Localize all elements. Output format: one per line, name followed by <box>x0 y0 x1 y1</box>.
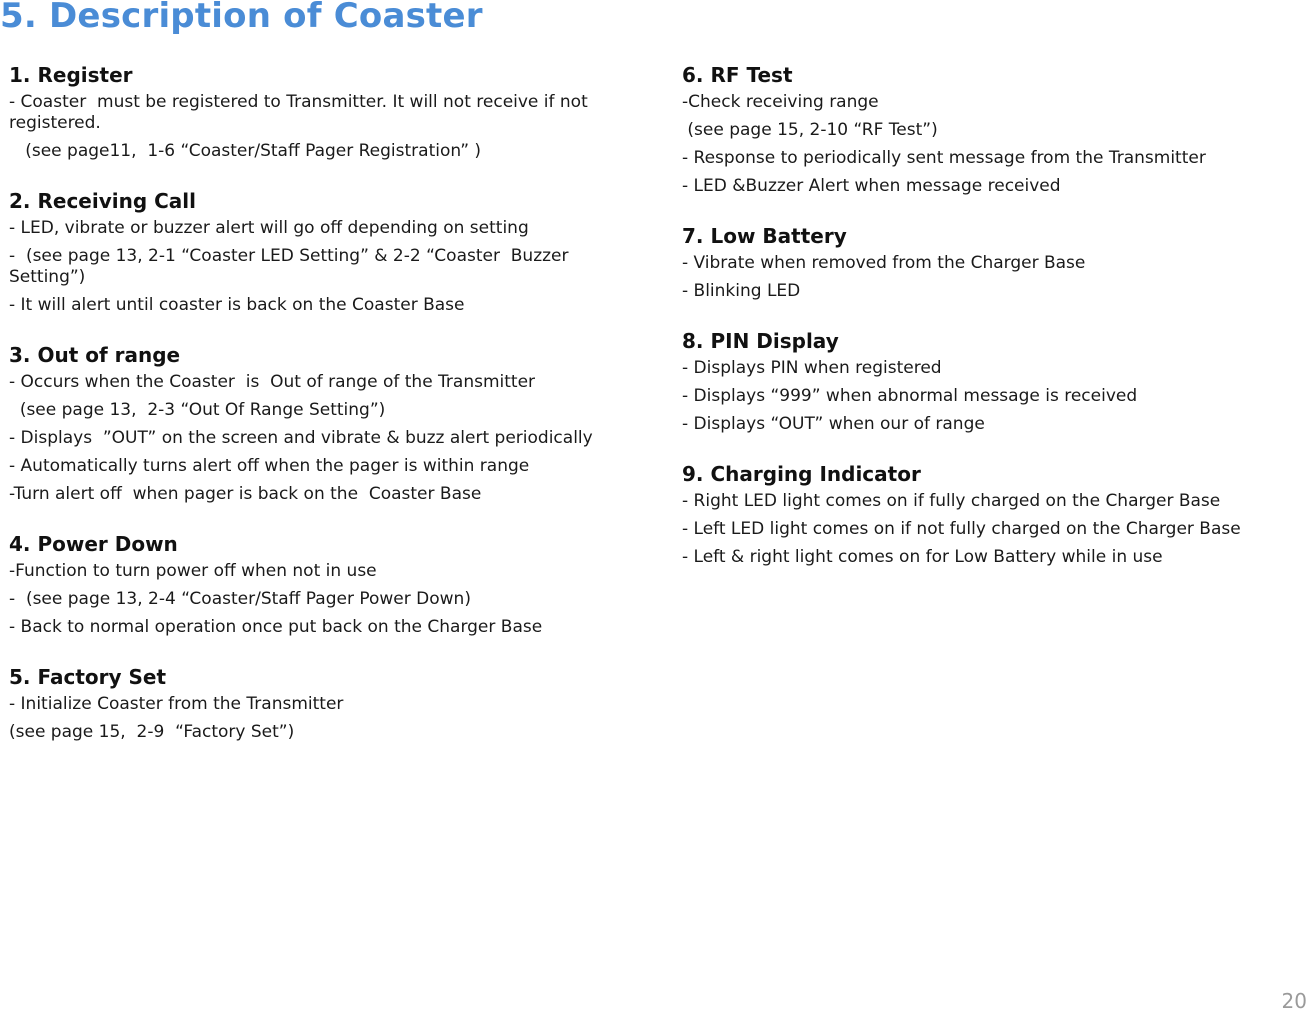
section-line: - Displays “OUT” when our of range <box>682 414 985 434</box>
section-heading: 6. RF Test <box>682 63 793 87</box>
section-line: -Function to turn power off when not in use <box>9 561 377 581</box>
section-line: - Displays PIN when registered <box>682 358 942 378</box>
section-heading: 3. Out of range <box>9 343 181 367</box>
left-column <box>9 62 639 769</box>
right-column <box>682 62 1307 594</box>
section-line: - Left LED light comes on if not fully charged on the Charger Base <box>682 519 1241 539</box>
section-line: - (see page 13, 2-4 “Coaster/Staff Pager Power Down) <box>9 589 471 609</box>
section-out-of-range <box>9 342 639 505</box>
section-line: - Displays “999” when abnormal message is received <box>682 386 1138 406</box>
section-register <box>9 62 639 162</box>
section-heading: 5. Factory Set <box>9 665 167 689</box>
section-line: - Displays ”OUT” on the screen and vibrate & buzz alert periodically <box>9 428 593 448</box>
section-heading: 2. Receiving Call <box>9 189 197 213</box>
section-line: - Blinking LED <box>682 281 801 301</box>
page-number: 20 <box>1281 989 1307 1013</box>
section-line: - Automatically turns alert off when the pager is within range <box>9 456 530 476</box>
section-line: - LED &Buzzer Alert when message received <box>682 176 1061 196</box>
section-power-down <box>9 531 639 638</box>
section-rf-test <box>682 62 1307 197</box>
section-heading: 4. Power Down <box>9 532 178 556</box>
section-line: - It will alert until coaster is back on the Coaster Base <box>9 295 465 315</box>
section-line: (see page 15, 2-10 “RF Test”) <box>682 120 938 140</box>
section-line: - (see page 13, 2-1 “Coaster LED Setting” & 2-2 “Coaster Buzzer Setting”) <box>9 246 574 287</box>
section-factory-set <box>9 664 639 743</box>
section-low-battery <box>682 223 1307 302</box>
section-line: - Back to normal operation once put back on the Charger Base <box>9 617 543 637</box>
section-line: - Initialize Coaster from the Transmitter <box>9 694 344 714</box>
section-charging-indicator <box>682 461 1307 568</box>
section-line: - Coaster must be registered to Transmitter. It will not receive if not registered. <box>9 92 594 133</box>
section-line: - Response to periodically sent message from the Transmitter <box>682 148 1206 168</box>
section-heading: 1. Register <box>9 63 133 87</box>
section-line: (see page 15, 2-9 “Factory Set”) <box>9 722 295 742</box>
section-line: - Vibrate when removed from the Charger Base <box>682 253 1086 273</box>
page-title: 5. Description of Coaster <box>0 0 483 36</box>
section-heading: 9. Charging Indicator <box>682 462 921 486</box>
section-line: -Turn alert off when pager is back on the Coaster Base <box>9 484 482 504</box>
section-line: - Occurs when the Coaster is Out of range of the Transmitter <box>9 372 536 392</box>
section-pin-display <box>682 328 1307 435</box>
section-line: -Check receiving range <box>682 92 879 112</box>
section-line: - Right LED light comes on if fully charged on the Charger Base <box>682 491 1221 511</box>
section-receiving-call <box>9 188 639 316</box>
section-line: (see page 13, 2-3 “Out Of Range Setting”) <box>9 400 386 420</box>
section-line: - Left & right light comes on for Low Battery while in use <box>682 547 1163 567</box>
section-line: - LED, vibrate or buzzer alert will go off depending on setting <box>9 218 529 238</box>
section-heading: 8. PIN Display <box>682 329 839 353</box>
section-heading: 7. Low Battery <box>682 224 847 248</box>
section-line: (see page11, 1-6 “Coaster/Staff Pager Registration” ) <box>9 141 482 161</box>
